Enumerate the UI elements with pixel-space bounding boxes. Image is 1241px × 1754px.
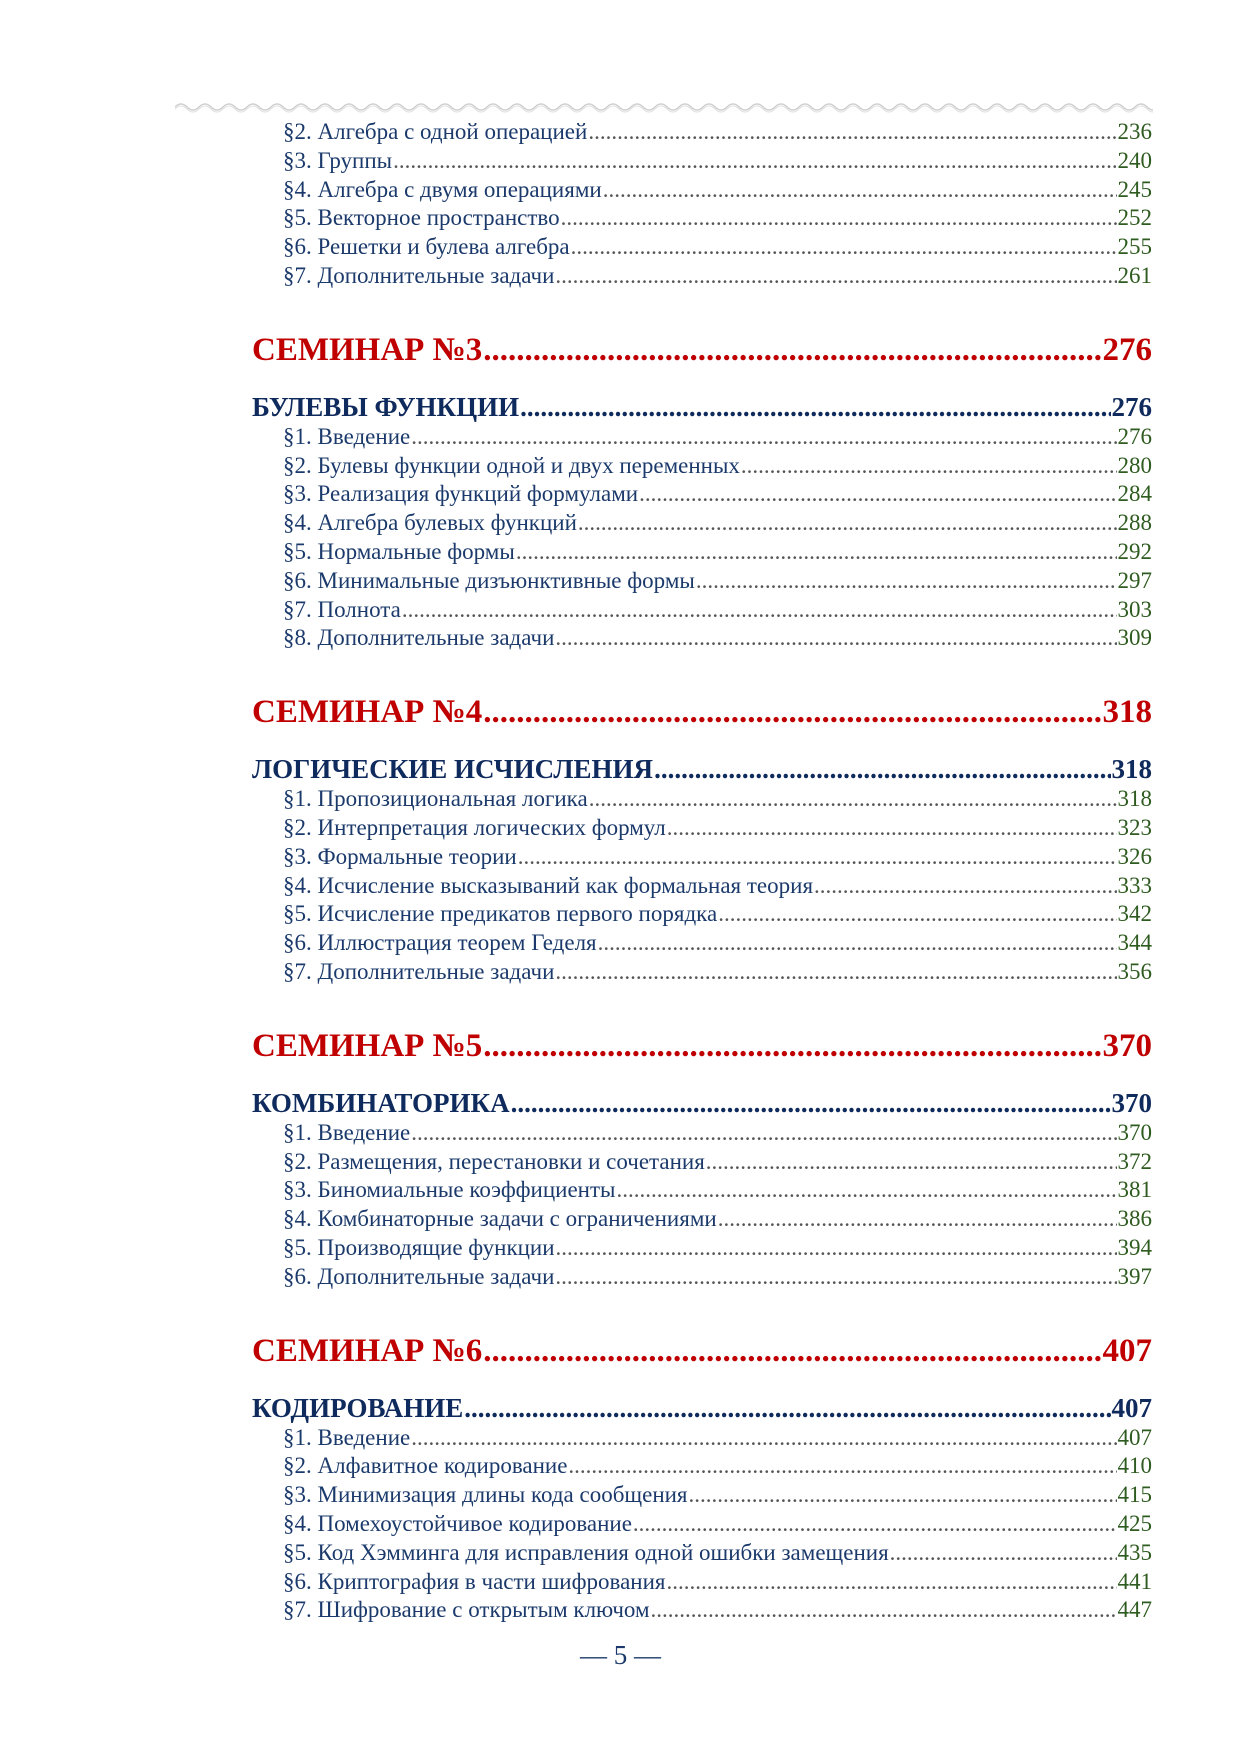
dot-leader — [706, 1148, 1117, 1177]
toc-item-title: §4. Алгебра булевых функций — [283, 510, 577, 536]
dot-leader — [568, 1452, 1116, 1481]
dot-leader — [598, 929, 1117, 958]
toc-item-page: 435 — [1117, 1539, 1152, 1565]
dot-leader — [667, 814, 1117, 843]
toc-item[interactable] — [252, 1481, 1152, 1510]
toc-item[interactable] — [252, 423, 1152, 452]
toc-item[interactable] — [252, 147, 1152, 176]
topic-heading[interactable] — [252, 753, 1152, 785]
toc-item[interactable] — [252, 1263, 1152, 1292]
dot-leader — [617, 1176, 1117, 1205]
toc-item-title: §6. Решетки и булева алгебра — [283, 234, 570, 260]
toc-item-page: 410 — [1117, 1453, 1152, 1479]
toc-item-title: §6. Криптография в части шифрования — [283, 1568, 666, 1594]
dot-leader — [718, 1205, 1117, 1234]
seminar-heading-title: СЕМИНАР №4 — [252, 694, 483, 731]
toc-item-title: §7. Шифрование с открытым ключом — [283, 1597, 650, 1623]
toc-item-title: §3. Реализация функций формулами — [283, 481, 639, 507]
table-of-contents — [252, 118, 1152, 1625]
toc-item-page: 297 — [1117, 567, 1152, 593]
seminar-heading[interactable] — [252, 1331, 1152, 1371]
toc-item-title: §2. Интерпретация логических формул — [283, 814, 666, 840]
toc-item-title: §6. Иллюстрация теорем Геделя — [283, 930, 597, 956]
topic-heading[interactable] — [252, 391, 1152, 423]
toc-item-page: 415 — [1117, 1482, 1152, 1508]
toc-item-page: 288 — [1117, 510, 1152, 536]
toc-item-page: 356 — [1117, 958, 1152, 984]
toc-item-page: 292 — [1117, 538, 1152, 564]
toc-item[interactable] — [252, 1148, 1152, 1177]
dot-leader — [654, 753, 1110, 785]
dot-leader — [741, 452, 1117, 481]
toc-item[interactable] — [252, 1119, 1152, 1148]
topic-heading-page: 370 — [1111, 1087, 1152, 1118]
toc-item-page: 255 — [1117, 234, 1152, 260]
toc-item-title: §8. Дополнительные задачи — [283, 625, 555, 651]
dot-leader — [402, 596, 1117, 625]
toc-item[interactable] — [252, 1424, 1152, 1453]
seminar-heading-page: 370 — [1102, 1027, 1152, 1064]
toc-item[interactable] — [252, 843, 1152, 872]
seminar-heading[interactable] — [252, 330, 1152, 370]
toc-item-title: §7. Дополнительные задачи — [283, 958, 555, 984]
toc-item-title: §4. Комбинаторные задачи с ограничениями — [283, 1206, 717, 1232]
toc-item-title: §4. Помехоустойчивое кодирование — [283, 1510, 632, 1536]
toc-item[interactable] — [252, 900, 1152, 929]
toc-item-page: 342 — [1117, 901, 1152, 927]
toc-item[interactable] — [252, 233, 1152, 262]
toc-item[interactable] — [252, 204, 1152, 233]
topic-heading-page: 276 — [1111, 391, 1152, 422]
toc-item[interactable] — [252, 1539, 1152, 1568]
topic-heading-title: БУЛЕВЫ ФУНКЦИИ — [252, 391, 520, 422]
dot-leader — [393, 147, 1116, 176]
toc-item[interactable] — [252, 118, 1152, 147]
topic-heading-title: ЛОГИЧЕСКИЕ ИСЧИСЛЕНИЯ — [252, 754, 654, 785]
toc-item-title: §4. Исчисление высказываний как формальная теория — [283, 872, 814, 898]
toc-item-page: 407 — [1117, 1424, 1152, 1450]
toc-item[interactable] — [252, 624, 1152, 653]
toc-item-title: §5. Исчисление предикатов первого порядка — [283, 901, 718, 927]
toc-item-title: §5. Код Хэмминга для исправления одной ошибки замещения — [283, 1539, 889, 1565]
toc-item[interactable] — [252, 452, 1152, 481]
dot-leader — [483, 692, 1101, 732]
topic-heading-title: КОДИРОВАНИЕ — [252, 1392, 464, 1423]
decorative-wave-border — [175, 100, 1153, 114]
toc-item-title: §5. Нормальные формы — [283, 538, 515, 564]
toc-item-page: 441 — [1117, 1568, 1152, 1594]
dot-leader — [571, 233, 1117, 262]
dot-leader — [561, 204, 1117, 233]
dot-leader — [578, 509, 1117, 538]
toc-item-title: §3. Биномиальные коэффициенты — [283, 1177, 616, 1203]
toc-item-page: 425 — [1117, 1510, 1152, 1536]
page-number: — 5 — — [580, 1640, 661, 1670]
toc-item[interactable] — [252, 1568, 1152, 1597]
seminar-heading-title: СЕМИНАР №5 — [252, 1027, 483, 1064]
dot-leader — [483, 1026, 1101, 1066]
toc-item[interactable] — [252, 509, 1152, 538]
dot-leader — [696, 567, 1117, 596]
toc-item[interactable] — [252, 872, 1152, 901]
toc-item-page: 245 — [1117, 176, 1152, 202]
seminar-heading-title: СЕМИНАР №6 — [252, 1332, 483, 1369]
toc-item-title: §2. Алгебра с одной операцией — [283, 119, 588, 144]
toc-item-title: §4. Алгебра с двумя операциями — [283, 176, 602, 202]
toc-item-page: 252 — [1117, 205, 1152, 231]
toc-item-title: §3. Минимизация длины кода сообщения — [283, 1482, 688, 1508]
toc-item[interactable] — [252, 176, 1152, 205]
topic-heading[interactable] — [252, 1087, 1152, 1119]
toc-item-title: §7. Полнота — [283, 596, 401, 622]
toc-item-page: 447 — [1117, 1597, 1152, 1623]
toc-item[interactable] — [252, 1205, 1152, 1234]
dot-leader — [411, 1119, 1116, 1148]
toc-item[interactable] — [252, 596, 1152, 625]
dot-leader — [516, 538, 1117, 567]
toc-item[interactable] — [252, 262, 1152, 291]
dot-leader — [718, 900, 1116, 929]
toc-item[interactable] — [252, 1510, 1152, 1539]
toc-item-title: §2. Алфавитное кодирование — [283, 1453, 568, 1479]
seminar-heading-title: СЕМИНАР №3 — [252, 331, 483, 368]
dot-leader — [689, 1481, 1117, 1510]
topic-heading-page: 318 — [1111, 754, 1152, 785]
toc-item-page: 280 — [1117, 452, 1152, 478]
topic-heading[interactable] — [252, 1392, 1152, 1424]
dot-leader — [555, 1263, 1116, 1292]
toc-item-title: §6. Минимальные дизъюнктивные формы — [283, 567, 695, 593]
dot-leader — [555, 624, 1116, 653]
toc-item-title: §3. Группы — [283, 147, 393, 173]
dot-leader — [555, 262, 1116, 291]
toc-item-page: 344 — [1117, 930, 1152, 956]
toc-item[interactable] — [252, 567, 1152, 596]
toc-item-title: §2. Булевы функции одной и двух переменных — [283, 452, 740, 478]
toc-item-title: §5. Векторное пространство — [283, 205, 560, 231]
toc-item-page: 318 — [1117, 786, 1152, 812]
toc-item-page: 323 — [1117, 814, 1152, 840]
toc-item-title: §5. Производящие функции — [283, 1234, 555, 1260]
toc-item-title: §2. Размещения, перестановки и сочетания — [283, 1148, 705, 1174]
toc-item-page: 397 — [1117, 1263, 1152, 1289]
toc-item[interactable] — [252, 814, 1152, 843]
dot-leader — [483, 1331, 1101, 1371]
toc-item-page: 261 — [1117, 262, 1152, 288]
topic-heading-title: КОМБИНАТОРИКА — [252, 1087, 510, 1118]
toc-item[interactable] — [252, 929, 1152, 958]
dot-leader — [518, 843, 1117, 872]
toc-item-title: §6. Дополнительные задачи — [283, 1263, 555, 1289]
dot-leader — [555, 958, 1116, 987]
toc-item-page: 370 — [1117, 1119, 1152, 1145]
toc-item[interactable] — [252, 958, 1152, 987]
toc-item-title: §7. Дополнительные задачи — [283, 262, 555, 288]
toc-item-page: 381 — [1117, 1177, 1152, 1203]
toc-item-page: 276 — [1117, 423, 1152, 449]
toc-item[interactable] — [252, 1596, 1152, 1625]
toc-item-page: 326 — [1117, 843, 1152, 869]
dot-leader — [511, 1087, 1111, 1119]
toc-item-page: 372 — [1117, 1148, 1152, 1174]
toc-item-page: 240 — [1117, 147, 1152, 173]
dot-leader — [520, 391, 1110, 423]
toc-item[interactable] — [252, 1234, 1152, 1263]
toc-item-page: 284 — [1117, 481, 1152, 507]
dot-leader — [814, 872, 1116, 901]
dot-leader — [483, 330, 1101, 370]
seminar-heading[interactable] — [252, 692, 1152, 732]
dot-leader — [411, 1424, 1116, 1453]
toc-item-page: 333 — [1117, 872, 1152, 898]
dot-leader — [556, 1234, 1117, 1263]
toc-item[interactable] — [252, 1176, 1152, 1205]
dot-leader — [639, 480, 1116, 509]
toc-item[interactable] — [252, 538, 1152, 567]
dot-leader — [464, 1392, 1110, 1424]
toc-item[interactable] — [252, 1452, 1152, 1481]
toc-item-title: §1. Введение — [283, 1119, 411, 1145]
toc-item-page: 236 — [1117, 119, 1152, 144]
toc-item-title: §1. Введение — [283, 423, 411, 449]
toc-item-title: §1. Введение — [283, 1424, 411, 1450]
dot-leader — [666, 1568, 1116, 1597]
dot-leader — [651, 1596, 1117, 1625]
dot-leader — [633, 1510, 1117, 1539]
seminar-heading-page: 276 — [1102, 331, 1152, 368]
seminar-heading[interactable] — [252, 1026, 1152, 1066]
toc-item-page: 394 — [1117, 1234, 1152, 1260]
dot-leader — [589, 785, 1117, 814]
topic-heading-page: 407 — [1111, 1392, 1152, 1423]
toc-item-title: §3. Формальные теории — [283, 843, 517, 869]
toc-item-page: 386 — [1117, 1206, 1152, 1232]
dot-leader — [890, 1539, 1117, 1568]
seminar-heading-page: 318 — [1102, 694, 1152, 731]
toc-item-page: 303 — [1117, 596, 1152, 622]
toc-item-title: §1. Пропозициональная логика — [283, 786, 588, 812]
seminar-heading-page: 407 — [1102, 1332, 1152, 1369]
dot-leader — [603, 176, 1117, 205]
dot-leader — [588, 118, 1116, 147]
toc-item[interactable] — [252, 480, 1152, 509]
toc-item-page: 309 — [1117, 625, 1152, 651]
toc-item[interactable] — [252, 785, 1152, 814]
dot-leader — [411, 423, 1116, 452]
